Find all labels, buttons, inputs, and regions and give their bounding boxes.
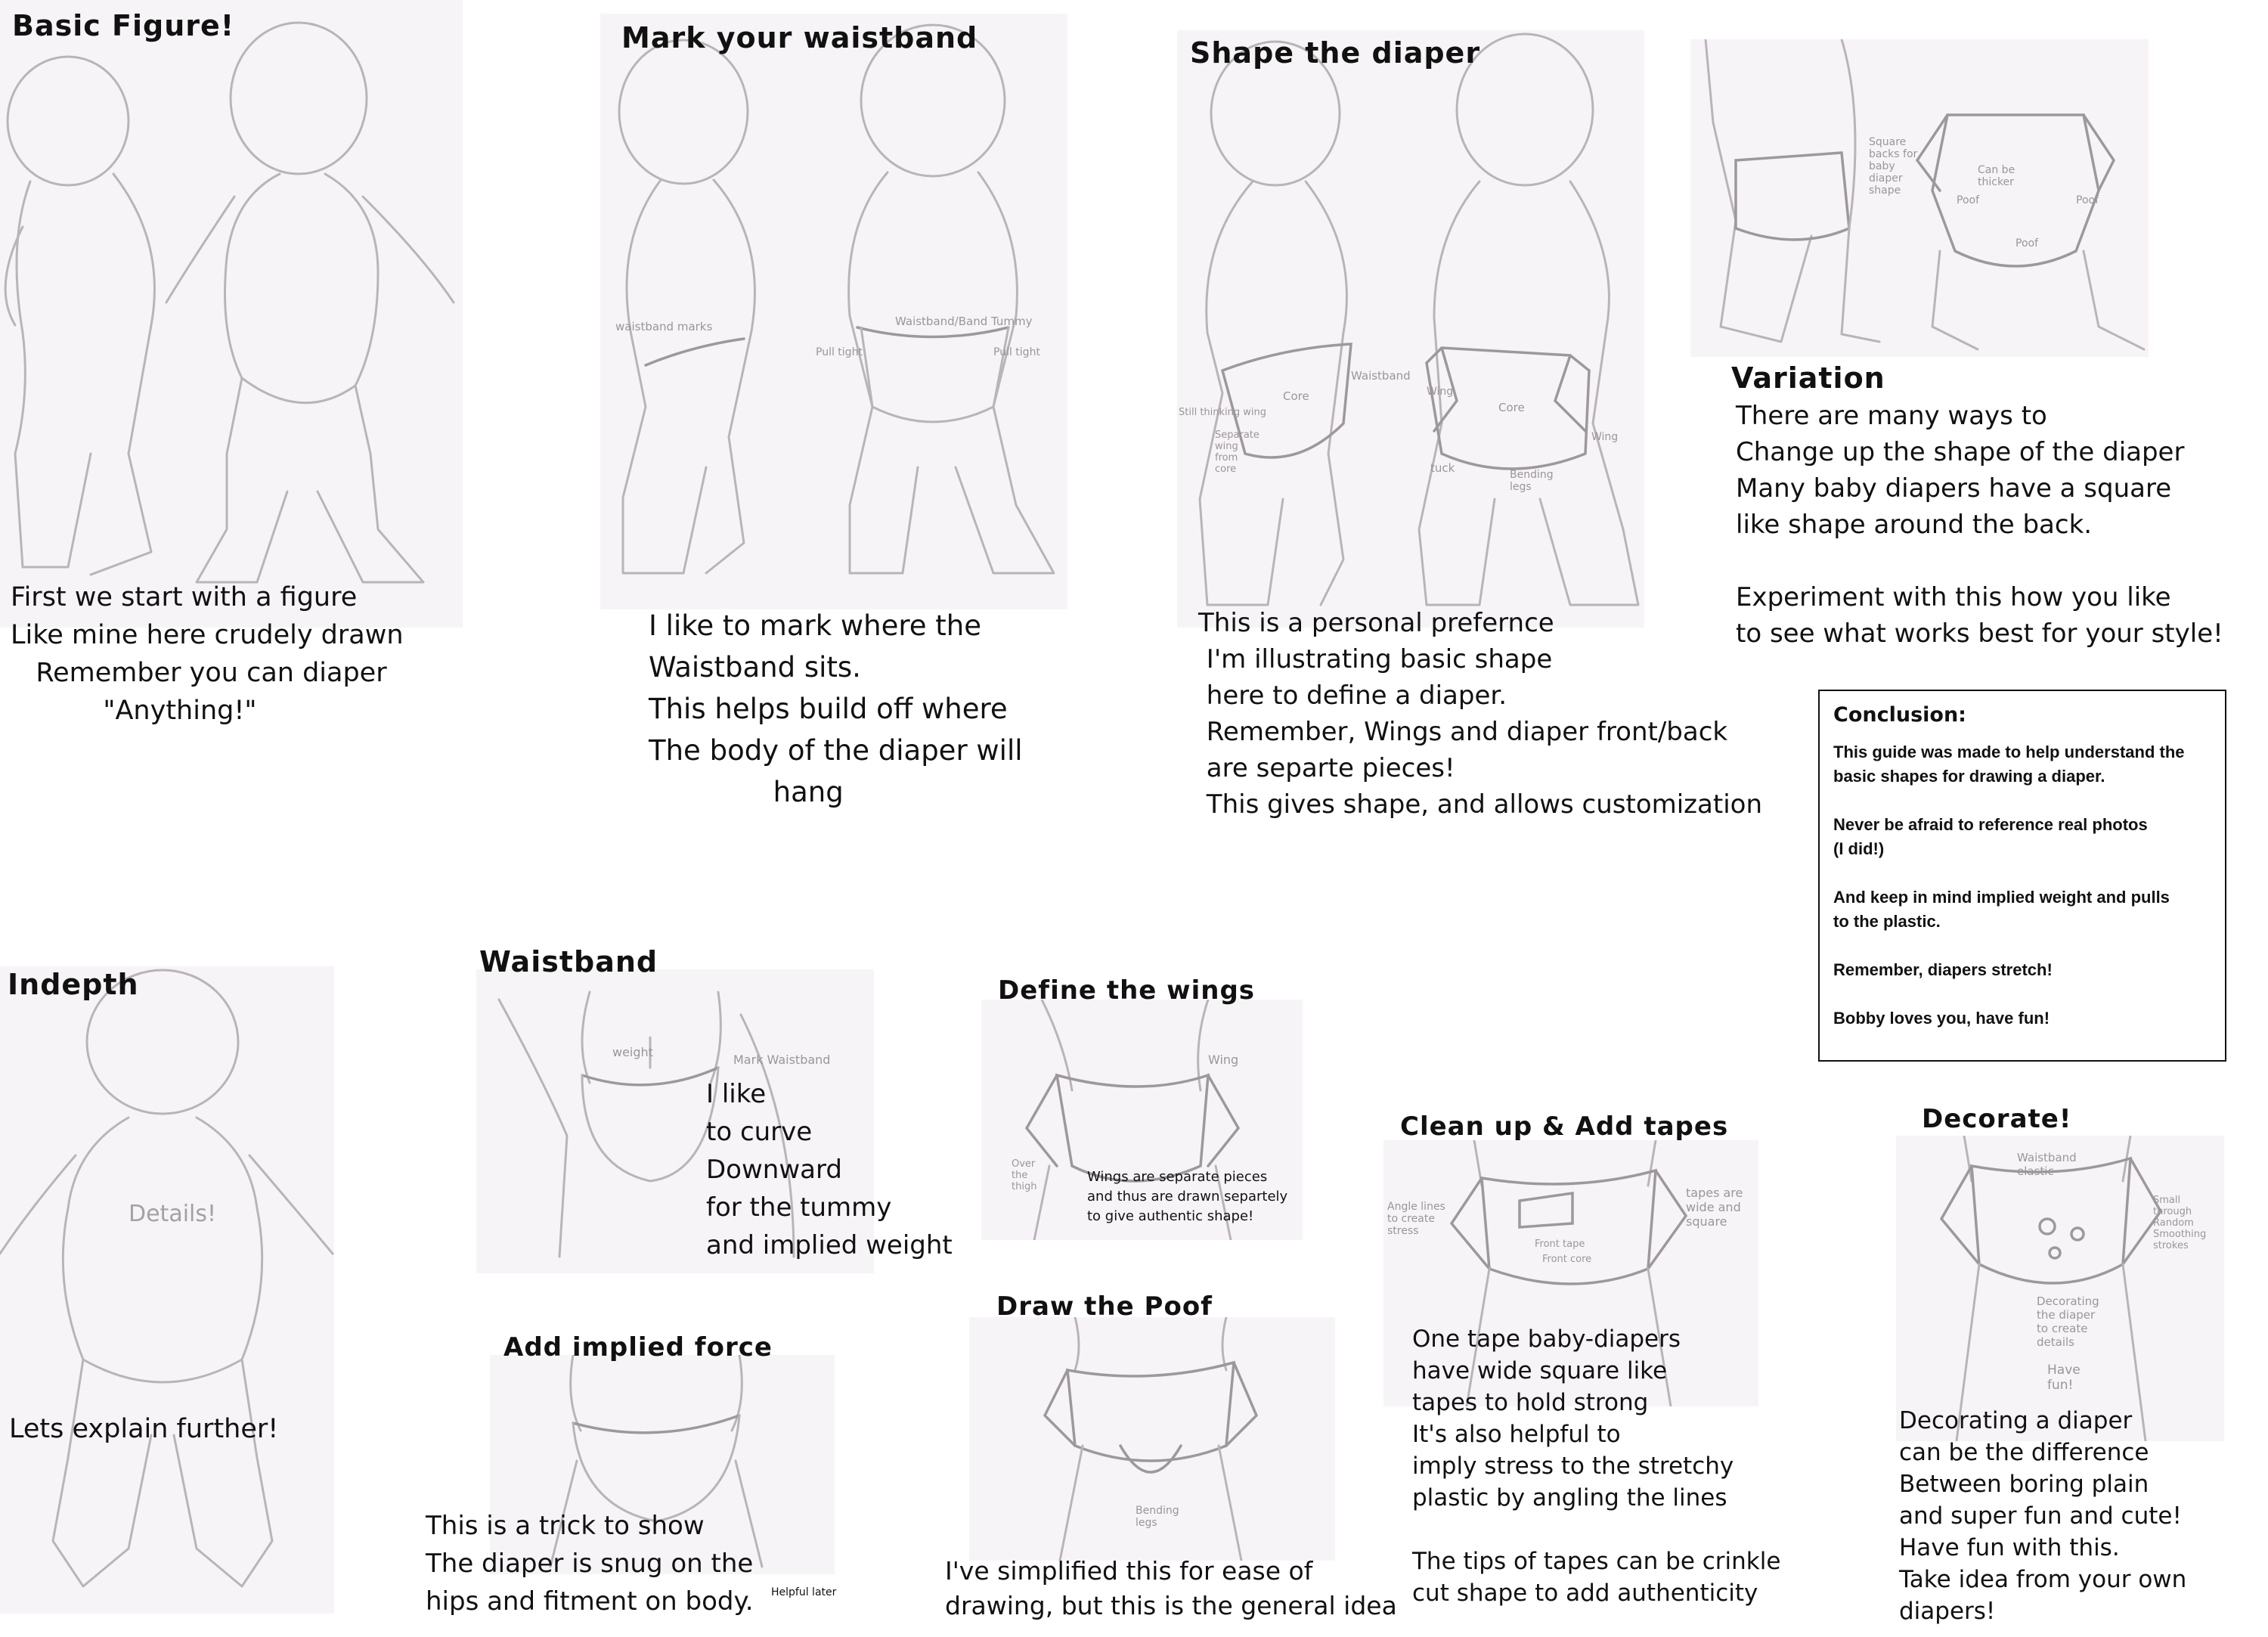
clean-note-front-tape: Front tape — [1535, 1239, 1585, 1250]
shape-note-bending-legs: Bending legs — [1510, 469, 1554, 493]
shape-note-waistband: Waistband — [1351, 369, 1411, 383]
variation-note-thicker: Can be thicker — [1978, 164, 2015, 188]
basic-figure-sketch — [0, 0, 463, 628]
decorate-caption: Decorating a diaper can be the difference Between boring plain and super fun and cute! Have fun with this. Take idea from your own diapers! — [1899, 1407, 2187, 1625]
waistband-note-mark: Mark Waistband — [733, 1053, 831, 1067]
basic-figure-title: Basic Figure! — [12, 9, 235, 42]
variation-sketch — [1690, 39, 2149, 357]
decorate-title: Decorate! — [1922, 1104, 2072, 1134]
indepth-title: Indepth — [8, 968, 139, 1001]
decorate-drawing — [1896, 1136, 2224, 1441]
conclusion-title: Conclusion: — [1833, 703, 1966, 727]
wings-note-over-thigh: Over the thigh — [1012, 1158, 1037, 1192]
variation-caption: There are many ways to Change up the shape of the diaper Many baby diapers have a square like shape around the back. Experiment with this how you like to see what works best for your style! — [1736, 401, 2223, 649]
shape-note-wing-left: Wing — [1427, 386, 1454, 398]
indepth-sketch — [0, 966, 334, 1614]
draw-poof-sketch — [969, 1317, 1335, 1561]
define-wings-sketch — [981, 1000, 1303, 1240]
variation-note-square-backs: Square backs for baby diaper shape — [1869, 136, 1918, 197]
variation-note-poof-right: Poof — [2076, 194, 2099, 206]
mark-waistband-note-marks: waistband marks — [615, 320, 713, 333]
shape-note-tuck: tuck — [1430, 461, 1455, 475]
clean-note-angle-lines: Angle lines to create stress — [1387, 1201, 1445, 1237]
implied-force-caption: This is a trick to show The diaper is snug on the hips and fitment on body. — [426, 1511, 754, 1617]
variation-title: Variation — [1731, 361, 1885, 395]
wings-note-wing: Wing — [1208, 1053, 1239, 1067]
variation-note-poof-bottom: Poof — [2015, 237, 2039, 250]
shape-note-core-left: Core — [1283, 389, 1309, 403]
shape-note-wing-right: Wing — [1591, 431, 1619, 443]
decorate-note-waistband: Waistband elastic — [2017, 1151, 2077, 1178]
clean-note-front-core: Front core — [1542, 1254, 1592, 1265]
shape-note-still-thinking: Still thinking wing — [1179, 407, 1267, 418]
mark-waistband-caption: I like to mark where the Waistband sits. This helps build off where The body of the diaper will hang — [649, 609, 1023, 808]
mark-waistband-drawing — [600, 14, 1067, 609]
mark-waistband-sketch — [600, 14, 1067, 609]
implied-force-aside: Helpful later — [771, 1586, 837, 1598]
implied-force-title: Add implied force — [503, 1332, 773, 1363]
decorate-sketch — [1896, 1136, 2224, 1441]
variation-note-poof-left: Poof — [1957, 194, 1980, 206]
decorate-note-smoothing: Small through Random Smoothing strokes — [2153, 1195, 2207, 1251]
poof-note-bending-legs: Bending legs — [1136, 1505, 1179, 1529]
waistband-note-weight: weight — [612, 1045, 653, 1059]
basic-figure-drawing — [0, 0, 463, 628]
clean-up-caption: One tape baby-diapers have wide square like tapes to hold strong It's also helpful to imply stress to the stretchy plastic by angling the lines The tips of tapes can be crinkle cut shape to add authenticity — [1412, 1325, 1781, 1607]
clean-up-title: Clean up & Add tapes — [1400, 1111, 1729, 1142]
shape-diaper-drawing — [1177, 30, 1644, 628]
basic-figure-caption: First we start with a figure Like mine here crudely drawn Remember you can diaper "Anything!" — [11, 582, 404, 726]
shape-note-separate-wing: Separate wing from core — [1215, 429, 1259, 475]
clean-note-tapes-wide: tapes are wide and square — [1686, 1186, 1743, 1229]
indepth-drawing — [0, 966, 334, 1614]
draw-poof-caption: I've simplified this for ease of drawing, but this is the general idea — [945, 1556, 1397, 1620]
draw-poof-title: Draw the Poof — [996, 1291, 1213, 1322]
mark-waistband-title: Mark your waistband — [621, 21, 978, 54]
shape-diaper-sketch — [1177, 30, 1644, 628]
mark-waistband-note-band: Waistband/Band Tummy — [895, 315, 1033, 328]
waistband-title: Waistband — [479, 945, 658, 978]
conclusion-body: This guide was made to help understand the basic shapes for drawing a diaper. Never be afraid to reference real photos (I did!) And keep in mind implied weight and pulls to the plastic. Remember, diapers stretch! Bobby loves you, have fun! — [1833, 743, 2185, 1028]
mark-waistband-note-pull-right: Pull tight — [993, 346, 1040, 358]
shape-diaper-caption: This is a personal prefernce I'm illustrating basic shape here to define a diaper. Remember, Wings and diaper front/back are separte pieces! This gives shape, and allows customization — [1198, 608, 1762, 820]
indepth-note-details: Details! — [129, 1201, 217, 1227]
conclusion-box — [1818, 690, 2226, 1062]
indepth-caption: Lets explain further! — [9, 1414, 279, 1444]
waistband-caption: I like to curve Downward for the tummy and implied weight — [706, 1079, 953, 1260]
wings-note-separate: Wings are separate pieces and thus are drawn separtely to give authentic shape! — [1087, 1169, 1288, 1224]
shape-note-core-right: Core — [1498, 401, 1525, 414]
decorate-note-details: Decorating the diaper to create details — [2037, 1294, 2099, 1349]
shape-diaper-title: Shape the diaper — [1190, 36, 1481, 70]
define-wings-title: Define the wings — [998, 975, 1256, 1006]
mark-waistband-note-pull-left: Pull tight — [816, 346, 863, 358]
decorate-note-have-fun: Have fun! — [2047, 1363, 2081, 1393]
